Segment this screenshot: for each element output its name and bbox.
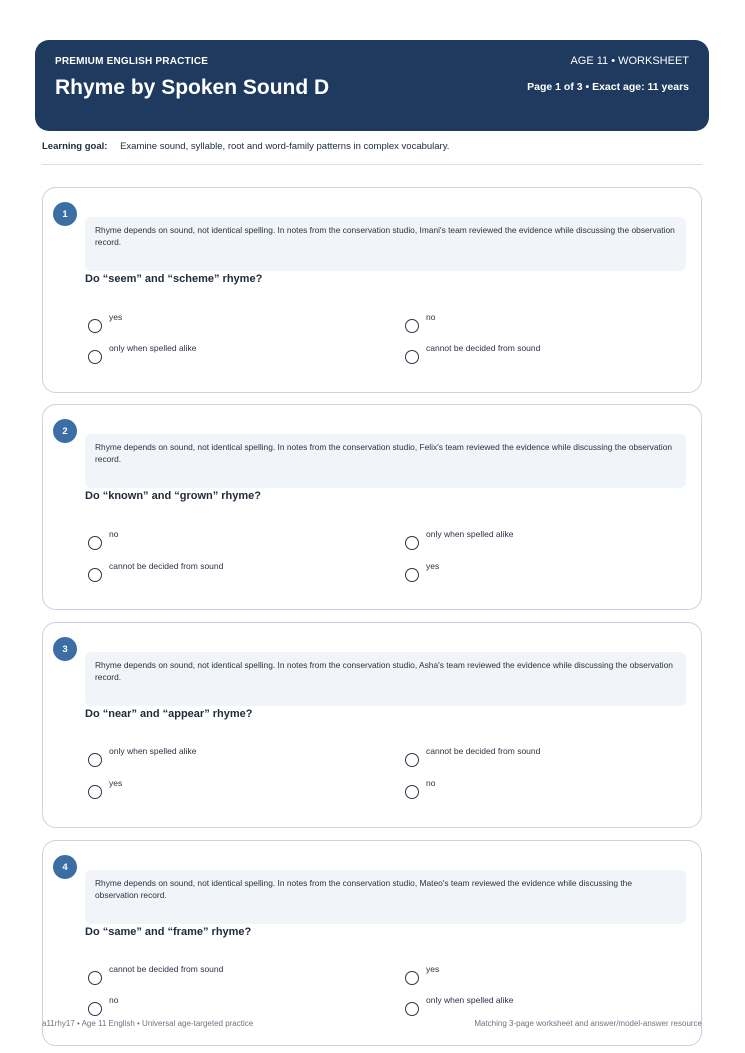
question-card-2	[42, 404, 702, 610]
question-prompt: Do “known” and “grown” rhyme?	[85, 490, 262, 502]
answer-option[interactable]	[88, 312, 348, 332]
answer-option[interactable]	[405, 561, 665, 581]
question-number-badge: 4	[53, 855, 77, 879]
answer-option-label: yes	[426, 561, 440, 571]
footer-right: Matching 3-page worksheet and answer/model-answer resource	[474, 1019, 702, 1028]
answer-option[interactable]	[88, 964, 348, 984]
answer-option-label: yes	[109, 312, 123, 322]
answer-option[interactable]	[88, 561, 348, 581]
answer-option[interactable]	[88, 746, 348, 766]
question-card-1	[42, 187, 702, 393]
radio-button[interactable]	[88, 350, 102, 364]
divider	[42, 164, 702, 165]
radio-button[interactable]	[405, 319, 419, 333]
footer-left: a11rhy17 • Age 11 English • Universal age-targeted practice	[42, 1019, 254, 1028]
radio-button[interactable]	[405, 971, 419, 985]
answer-option[interactable]	[88, 778, 348, 798]
answer-option[interactable]	[405, 964, 665, 984]
question-passage: Rhyme depends on sound, not identical spelling. In notes from the conservation studio, Asha's team reviewed the evidence while discussing the observation record.	[85, 652, 686, 706]
header-eyebrow: PREMIUM ENGLISH PRACTICE	[55, 56, 209, 67]
radio-button[interactable]	[88, 568, 102, 582]
question-prompt: Do “seem” and “scheme” rhyme?	[85, 273, 263, 285]
answer-option-label: only when spelled alike	[426, 529, 514, 539]
radio-button[interactable]	[405, 536, 419, 550]
radio-button[interactable]	[88, 971, 102, 985]
radio-button[interactable]	[405, 1002, 419, 1016]
answer-option-label: cannot be decided from sound	[426, 746, 541, 756]
answer-option[interactable]	[405, 746, 665, 766]
answer-option[interactable]	[405, 312, 665, 332]
radio-button[interactable]	[88, 785, 102, 799]
radio-button[interactable]	[405, 568, 419, 582]
answer-option-label: no	[109, 529, 119, 539]
answer-option-label: cannot be decided from sound	[426, 343, 541, 353]
question-passage: Rhyme depends on sound, not identical spelling. In notes from the conservation studio, Mateo's team reviewed the evidence while discussing the observation record.	[85, 870, 686, 924]
question-passage: Rhyme depends on sound, not identical spelling. In notes from the conservation studio, Imani's team reviewed the evidence while discussing the observation record.	[85, 217, 686, 271]
answer-option[interactable]	[405, 343, 665, 363]
answer-option[interactable]	[405, 529, 665, 549]
answer-option[interactable]	[405, 778, 665, 798]
answer-option-label: only when spelled alike	[426, 995, 514, 1005]
answer-option-label: cannot be decided from sound	[109, 964, 224, 974]
header-age-worksheet: AGE 11 • WORKSHEET	[570, 55, 689, 67]
radio-button[interactable]	[405, 350, 419, 364]
answer-option-label: no	[426, 778, 436, 788]
answer-option[interactable]	[88, 529, 348, 549]
answer-option-label: cannot be decided from sound	[109, 561, 224, 571]
answer-option[interactable]	[88, 343, 348, 363]
worksheet-header	[35, 40, 709, 131]
question-number-badge: 1	[53, 202, 77, 226]
radio-button[interactable]	[88, 753, 102, 767]
radio-button[interactable]	[88, 536, 102, 550]
question-prompt: Do “same” and “frame” rhyme?	[85, 926, 252, 938]
question-passage: Rhyme depends on sound, not identical spelling. In notes from the conservation studio, Felix's team reviewed the evidence while discussing the observation record.	[85, 434, 686, 488]
radio-button[interactable]	[405, 785, 419, 799]
answer-option-label: yes	[109, 778, 123, 788]
answer-option-label: no	[426, 312, 436, 322]
question-card-4	[42, 840, 702, 1046]
answer-option[interactable]	[88, 995, 348, 1015]
page-title: Rhyme by Spoken Sound D	[55, 76, 330, 99]
answer-option-label: no	[109, 995, 119, 1005]
question-prompt: Do “near” and “appear” rhyme?	[85, 708, 253, 720]
answer-option-label: only when spelled alike	[109, 343, 197, 353]
question-card-3	[42, 622, 702, 828]
radio-button[interactable]	[405, 753, 419, 767]
learning-goal-label: Learning goal:	[42, 141, 108, 152]
learning-goal	[42, 141, 449, 152]
question-number-badge: 2	[53, 419, 77, 443]
header-page-info: Page 1 of 3 • Exact age: 11 years	[527, 81, 689, 93]
question-number-badge: 3	[53, 637, 77, 661]
radio-button[interactable]	[88, 1002, 102, 1016]
answer-option[interactable]	[405, 995, 665, 1015]
radio-button[interactable]	[88, 319, 102, 333]
answer-option-label: only when spelled alike	[109, 746, 197, 756]
learning-goal-text: Examine sound, syllable, root and word-family patterns in complex vocabulary.	[120, 141, 450, 152]
answer-option-label: yes	[426, 964, 440, 974]
